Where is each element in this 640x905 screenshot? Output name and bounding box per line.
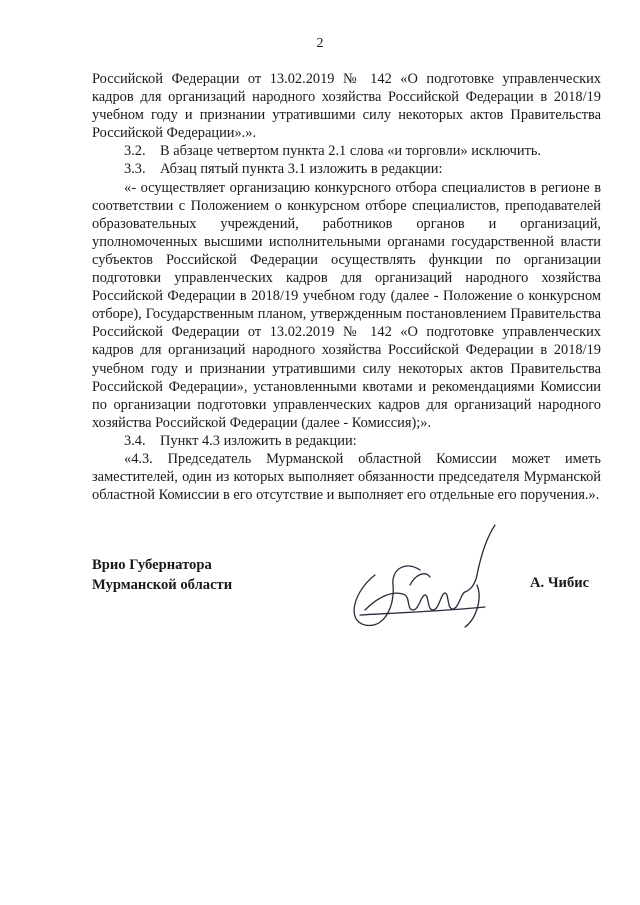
- handwritten-signature: [335, 515, 515, 635]
- paragraph-4-3-amendment: [92, 450, 601, 504]
- paragraph-text: Пункт 4.3 изложить в редакции:: [160, 432, 357, 449]
- signatory-position-line2: Мурманской области: [92, 577, 233, 593]
- paragraph-text: В абзаце четвертом пункта 2.1 слова «и торговли» исключить.: [160, 143, 542, 160]
- paragraph-text: «- осуществляет организацию конкурсного отбора специалистов в регионе в соответствии с Положением о конкурсном отборе специалистов, преподавателей образовательных учреждений, работников органов и организаций, уполномоченных высшими исполнительными органами государственной власти субъектов Российской Федерации осуществлять функции по организации подготовки управленческих кадров для организаций народного хозяйства Российской Федерации в 2018/19 учебном году (далее - Положение о конкурсном отборе), Государственным планом, утвержденным постановлением Правительства Российской Федерации от 13.02.2019 № 142 «О подготовке управленческих кадров для организаций народного хозяйства Российской Федерации в 2018/19 учебном году и признании утратившими силу некоторых актов Правительства Российской Федерации», установленными квотами и рекомендациями Комиссии по организации подготовки управленческих кадров для организаций народного хозяйства Российской Федерации (далее - Комиссия);».: [92, 179, 601, 431]
- paragraph-3-4: [92, 432, 601, 450]
- signatory-name: А. Чибис: [530, 575, 590, 591]
- paragraph-text: Российской Федерации от 13.02.2019 № 142 «О подготовке управленческих кадров для организаций народного хозяйства Российской Федерации в 2018/19 учебном году и признании утратившими силу некоторых актов Правительства Российской Федерации».».: [92, 71, 601, 142]
- document-body: [92, 70, 601, 504]
- paragraph-quoted-amendment: [92, 179, 601, 432]
- paragraph-text: Абзац пятый пункта 3.1 изложить в редакции:: [160, 161, 443, 178]
- paragraph-number: 3.4.: [124, 432, 146, 449]
- signatory-position: [92, 555, 232, 595]
- signatory-position-line1: Врио Губернатора: [92, 557, 212, 573]
- paragraph-number: 3.2.: [124, 143, 146, 160]
- page-number: 2: [316, 36, 324, 51]
- paragraph-number: 3.3.: [124, 161, 146, 178]
- paragraph-continuation: [92, 70, 601, 142]
- paragraph-3-2: [92, 142, 601, 160]
- paragraph-text: «4.3. Председатель Мурманской областной Комиссии может иметь заместителей, один из которых выполняет обязанности председателя Мурманской областной Комиссии в его отсутствие и выполняет его отдельные его поручения.».: [92, 450, 601, 504]
- paragraph-3-3: [92, 160, 601, 178]
